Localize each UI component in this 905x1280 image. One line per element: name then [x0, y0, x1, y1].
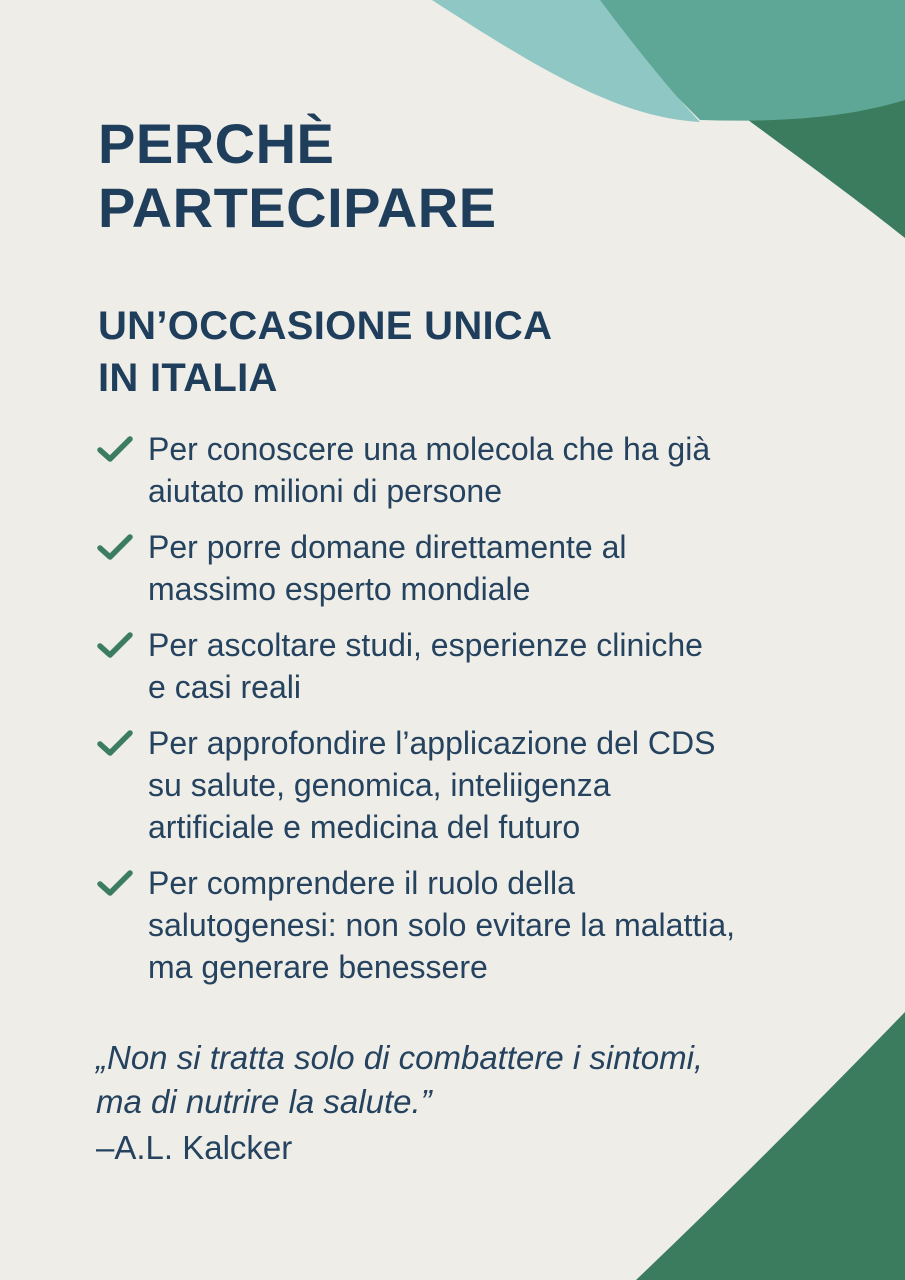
reason-item — [96, 526, 826, 610]
reason-line: ma generare benessere — [148, 949, 488, 985]
reason-line: Per porre domane direttamente al — [148, 529, 627, 565]
quote-line: ma di nutrire la salute.” — [96, 1083, 432, 1120]
poster-title-line: PARTECIPARE — [98, 176, 497, 239]
reason-line: massimo esperto mondiale — [148, 571, 531, 607]
reason-text — [148, 526, 826, 610]
poster-subtitle-line: UN’OCCASIONE UNICA — [98, 304, 553, 348]
poster-title-line: PERCHÈ — [98, 112, 335, 175]
reason-text — [148, 624, 826, 708]
reason-line: Per conoscere una molecola che ha già — [148, 431, 711, 467]
reason-line: Per comprendere il ruolo della — [148, 865, 575, 901]
reason-item — [96, 722, 826, 848]
reason-line: su salute, genomica, inteliigenza — [148, 767, 611, 803]
reason-line: Per ascoltare studi, esperienze cliniche — [148, 627, 703, 663]
quote-author: –A.L. Kalcker — [96, 1129, 293, 1166]
reason-item — [96, 862, 826, 988]
reason-text — [148, 862, 826, 988]
reason-text — [148, 722, 826, 848]
check-icon — [96, 630, 134, 660]
quote — [96, 1036, 703, 1124]
reason-line: salutogenesi: non solo evitare la malattia, — [148, 907, 736, 943]
poster-subtitle — [98, 300, 552, 404]
reason-item — [96, 624, 826, 708]
reason-line: e casi reali — [148, 669, 301, 705]
reason-line: Per approfondire l’applicazione del CDS — [148, 725, 716, 761]
quote-line: „Non si tratta solo di combattere i sintomi, — [96, 1039, 704, 1076]
reason-text — [148, 428, 826, 512]
check-icon — [96, 532, 134, 562]
check-icon — [96, 868, 134, 898]
reasons-list — [96, 428, 826, 1002]
poster-title — [98, 112, 497, 240]
reason-item — [96, 428, 826, 512]
reason-line: aiutato milioni di persone — [148, 473, 502, 509]
poster-subtitle-line: IN ITALIA — [98, 356, 278, 400]
check-icon — [96, 728, 134, 758]
check-icon — [96, 434, 134, 464]
reason-line: artificiale e medicina del futuro — [148, 809, 581, 845]
